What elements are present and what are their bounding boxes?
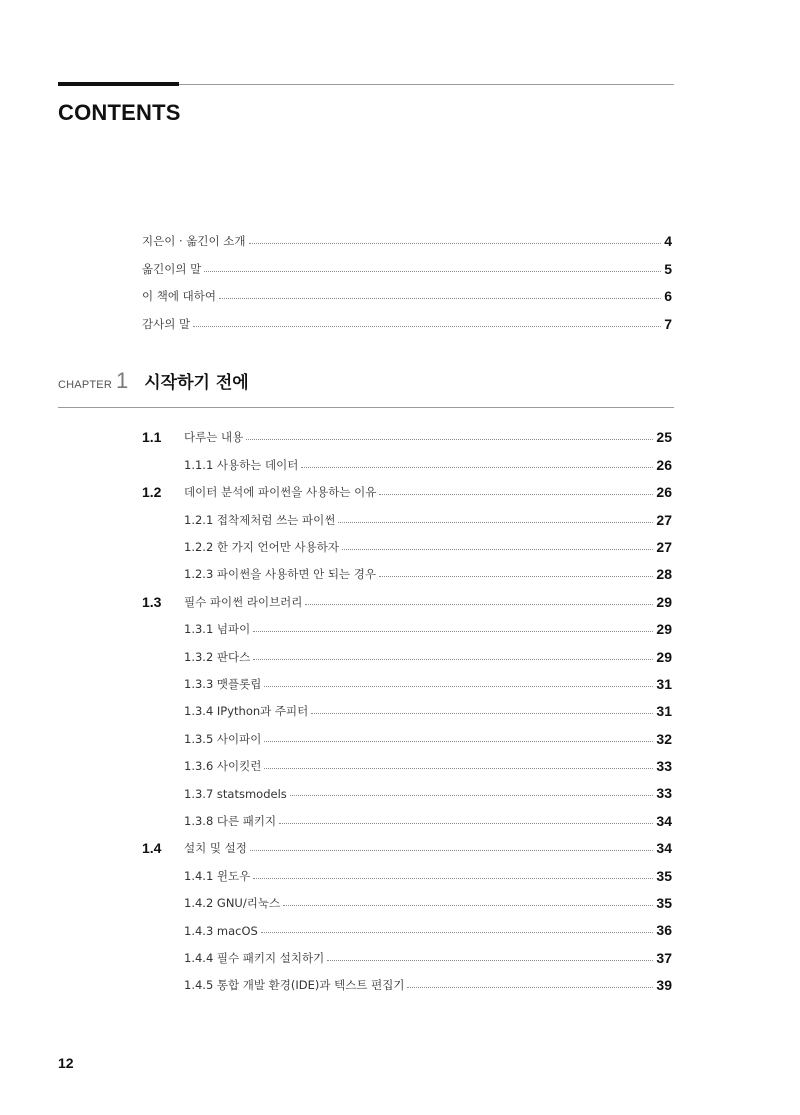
dot-leader bbox=[261, 932, 654, 933]
toc-section[interactable] bbox=[142, 418, 672, 445]
page-number: 12 bbox=[58, 1055, 74, 1071]
toc-section[interactable] bbox=[142, 582, 672, 609]
dot-leader bbox=[264, 741, 653, 742]
toc-subsection[interactable] bbox=[142, 555, 672, 582]
section-page: 26 bbox=[656, 484, 672, 501]
dot-leader bbox=[305, 604, 653, 605]
section-number: 1.2 bbox=[142, 484, 162, 501]
toc-entry-title: 감사의 말 bbox=[142, 316, 191, 331]
subsection-title: 1.1.1 사용하는 데이터 bbox=[184, 457, 299, 472]
section-page: 34 bbox=[656, 840, 672, 857]
dot-leader bbox=[290, 795, 654, 796]
section-page: 29 bbox=[656, 593, 672, 610]
front-matter-list bbox=[142, 222, 672, 332]
subsection-page: 35 bbox=[656, 895, 672, 912]
subsection-title: 1.3.6 사이킷런 bbox=[184, 759, 262, 774]
toc-section[interactable] bbox=[142, 829, 672, 856]
dot-leader bbox=[193, 326, 661, 327]
toc-subsection[interactable] bbox=[142, 692, 672, 719]
toc-entry-title: 지은이 · 옮긴이 소개 bbox=[142, 234, 246, 249]
subsection-page: 32 bbox=[656, 730, 672, 747]
subsection-title: 1.4.5 통합 개발 환경(IDE)과 텍스트 편집기 bbox=[184, 978, 405, 993]
section-title: 데이터 분석에 파이썬을 사용하는 이유 bbox=[184, 485, 377, 500]
subsection-title: 1.4.1 윈도우 bbox=[184, 868, 251, 883]
toc-subsection[interactable] bbox=[142, 774, 672, 801]
dot-leader bbox=[253, 659, 653, 660]
toc-subsection[interactable] bbox=[142, 911, 672, 938]
dot-leader bbox=[249, 243, 662, 244]
subsection-title: 1.2.2 한 가지 언어만 사용하자 bbox=[184, 539, 339, 554]
dot-leader bbox=[264, 768, 653, 769]
subsection-title: 1.4.4 필수 패키지 설치하기 bbox=[184, 950, 325, 965]
toc-subsection[interactable] bbox=[142, 884, 672, 911]
subsection-page: 31 bbox=[656, 703, 672, 720]
subsection-title: 1.3.3 맷플롯립 bbox=[184, 676, 262, 691]
chapter-heading bbox=[58, 368, 249, 394]
dot-leader bbox=[264, 686, 653, 687]
toc-subsection[interactable] bbox=[142, 747, 672, 774]
toc-entry[interactable] bbox=[142, 304, 672, 331]
dot-leader bbox=[253, 878, 653, 879]
dot-leader bbox=[204, 271, 661, 272]
toc-subsection[interactable] bbox=[142, 966, 672, 993]
subsection-title: 1.3.1 넘파이 bbox=[184, 622, 251, 637]
page-title: CONTENTS bbox=[58, 100, 181, 125]
section-title: 다루는 내용 bbox=[184, 430, 244, 445]
dot-leader bbox=[379, 576, 653, 577]
dot-leader bbox=[246, 439, 653, 440]
toc-subsection[interactable] bbox=[142, 719, 672, 746]
header-accent-bar bbox=[58, 82, 179, 86]
subsection-page: 34 bbox=[656, 812, 672, 829]
toc-subsection[interactable] bbox=[142, 801, 672, 828]
dot-leader bbox=[379, 494, 653, 495]
subsection-page: 27 bbox=[656, 538, 672, 555]
toc-subsection[interactable] bbox=[142, 500, 672, 527]
toc-subsection[interactable] bbox=[142, 610, 672, 637]
dot-leader bbox=[301, 467, 653, 468]
subsection-title: 1.3.4 IPython과 주피터 bbox=[184, 704, 309, 719]
toc-subsection[interactable] bbox=[142, 528, 672, 555]
toc-entry[interactable] bbox=[142, 277, 672, 304]
dot-leader bbox=[342, 549, 653, 550]
toc-entry-title: 옮긴이의 말 bbox=[142, 261, 202, 276]
subsection-page: 39 bbox=[656, 977, 672, 994]
subsection-page: 29 bbox=[656, 648, 672, 665]
subsection-title: 1.3.5 사이파이 bbox=[184, 731, 262, 746]
subsection-page: 33 bbox=[656, 785, 672, 802]
dot-leader bbox=[219, 298, 661, 299]
toc-subsection[interactable] bbox=[142, 445, 672, 472]
section-page: 25 bbox=[656, 429, 672, 446]
toc-entry-title: 이 책에 대하여 bbox=[142, 289, 216, 304]
subsection-page: 33 bbox=[656, 758, 672, 775]
chapter-toc-list bbox=[142, 418, 672, 993]
toc-subsection[interactable] bbox=[142, 665, 672, 692]
chapter-label: CHAPTER bbox=[58, 379, 112, 391]
section-title: 필수 파이썬 라이브러리 bbox=[184, 594, 303, 609]
toc-entry-page: 4 bbox=[664, 233, 672, 250]
dot-leader bbox=[407, 987, 653, 988]
toc-subsection[interactable] bbox=[142, 856, 672, 883]
subsection-title: 1.3.7 statsmodels bbox=[184, 787, 287, 802]
toc-entry-page: 6 bbox=[664, 288, 672, 305]
chapter-rule bbox=[58, 407, 674, 408]
subsection-page: 36 bbox=[656, 922, 672, 939]
subsection-page: 27 bbox=[656, 511, 672, 528]
subsection-title: 1.2.3 파이썬을 사용하면 안 되는 경우 bbox=[184, 567, 376, 582]
toc-entry-page: 7 bbox=[664, 315, 672, 332]
subsection-page: 26 bbox=[656, 456, 672, 473]
dot-leader bbox=[279, 823, 653, 824]
dot-leader bbox=[327, 960, 653, 961]
section-title: 설치 및 설정 bbox=[184, 841, 247, 856]
subsection-page: 35 bbox=[656, 867, 672, 884]
subsection-title: 1.4.2 GNU/리눅스 bbox=[184, 896, 281, 911]
dot-leader bbox=[253, 631, 653, 632]
subsection-page: 31 bbox=[656, 675, 672, 692]
dot-leader bbox=[250, 850, 654, 851]
subsection-title: 1.3.2 판다스 bbox=[184, 649, 251, 664]
dot-leader bbox=[283, 905, 653, 906]
subsection-title: 1.4.3 macOS bbox=[184, 924, 258, 939]
subsection-page: 29 bbox=[656, 621, 672, 638]
section-number: 1.3 bbox=[142, 593, 162, 610]
toc-entry-page: 5 bbox=[664, 260, 672, 277]
dot-leader bbox=[311, 713, 653, 714]
subsection-page: 37 bbox=[656, 949, 672, 966]
subsection-title: 1.2.1 접착제처럼 쓰는 파이썬 bbox=[184, 512, 336, 527]
section-number: 1.4 bbox=[142, 840, 162, 857]
toc-subsection[interactable] bbox=[142, 938, 672, 965]
subsection-title: 1.3.8 다른 패키지 bbox=[184, 813, 277, 828]
toc-subsection[interactable] bbox=[142, 637, 672, 664]
toc-entry[interactable] bbox=[142, 222, 672, 249]
chapter-number: 1 bbox=[115, 368, 129, 393]
dot-leader bbox=[338, 522, 653, 523]
toc-entry[interactable] bbox=[142, 249, 672, 276]
section-number: 1.1 bbox=[142, 429, 162, 446]
chapter-title: 시작하기 전에 bbox=[144, 373, 249, 393]
toc-section[interactable] bbox=[142, 473, 672, 500]
subsection-page: 28 bbox=[656, 566, 672, 583]
